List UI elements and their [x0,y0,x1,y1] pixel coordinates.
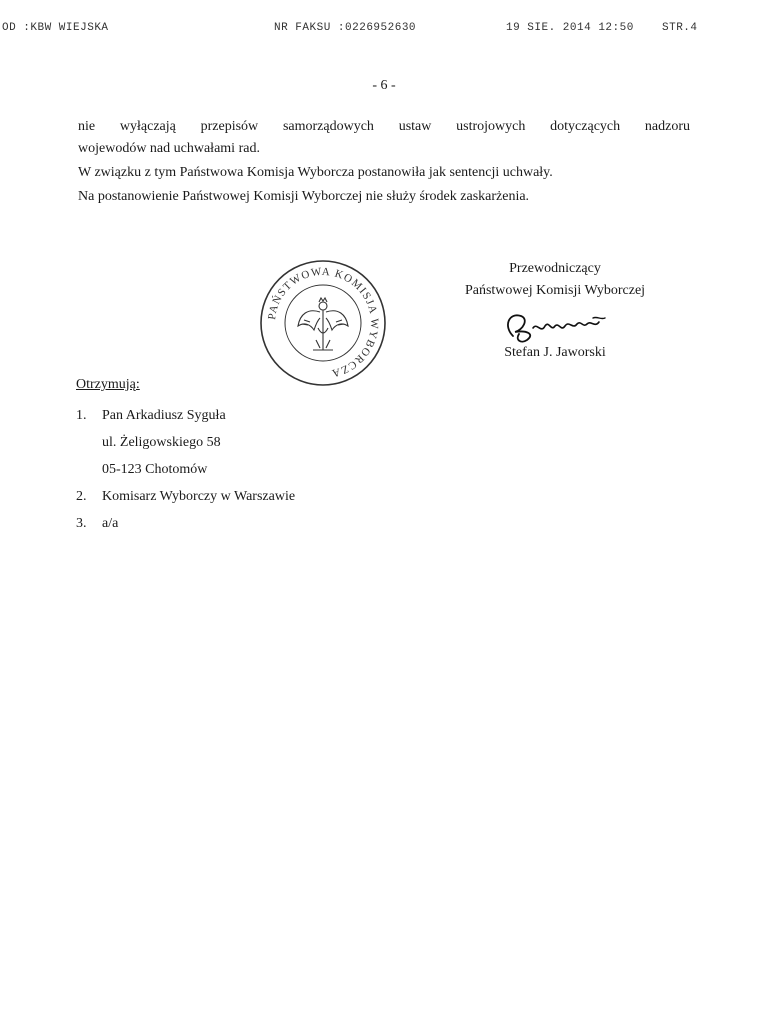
signatory-title-line-2: Państwowej Komisji Wyborczej [464,283,646,298]
page-number: - 6 - [372,78,396,93]
document-body [78,116,690,208]
fax-datetime: 19 SIE. 2014 12:50 [506,22,634,34]
recipient-line: 05-123 Chotomów [102,462,208,477]
svg-text:PAŃSTWOWA KOMISJA WYBORCZA: PAŃSTWOWA KOMISJA WYBORCZA [266,265,381,380]
paragraph-2: W związku z tym Państwowa Komisja Wyborcza postanowiła jak sentencji uchwały. [78,165,553,180]
recipient-number: 3. [76,516,87,531]
recipient-item [76,405,295,481]
signature-block [440,258,670,364]
recipient-line: a/a [102,516,119,531]
recipients-list [76,377,295,540]
fax-number: NR FAKSU :0226952630 [274,22,417,34]
recipient-number: 2. [76,489,87,504]
signatory-title-line-1: Przewodniczący [509,261,601,276]
recipient-number: 1. [76,408,87,423]
fax-page: STR.4 [662,22,698,34]
paragraph-1-line-2: wojewodów nad uchwałami rad. [78,141,260,156]
paragraph-1-line-1: nie wyłączają przepisów samorządowych ustaw ustrojowych dotyczących nadzoru [78,119,690,134]
recipients-title: Otrzymują: [76,377,140,392]
fax-header [0,22,768,38]
recipient-line: Komisarz Wyborczy w Warszawie [102,489,296,504]
signatory-name: Stefan J. Jaworski [504,345,606,360]
eagle-emblem-icon [298,298,348,350]
recipient-item [76,486,295,508]
official-seal-stamp [258,258,388,388]
recipient-line: Pan Arkadiusz Syguła [102,408,226,423]
handwritten-signature [475,306,635,346]
paragraph-3: Na postanowienie Państwowej Komisji Wyborczej nie służy środek zaskarżenia. [78,189,530,204]
recipient-item [76,513,295,535]
fax-sender: OD :KBW WIEJSKA [2,22,109,34]
recipient-line: ul. Żeligowskiego 58 [102,435,221,450]
